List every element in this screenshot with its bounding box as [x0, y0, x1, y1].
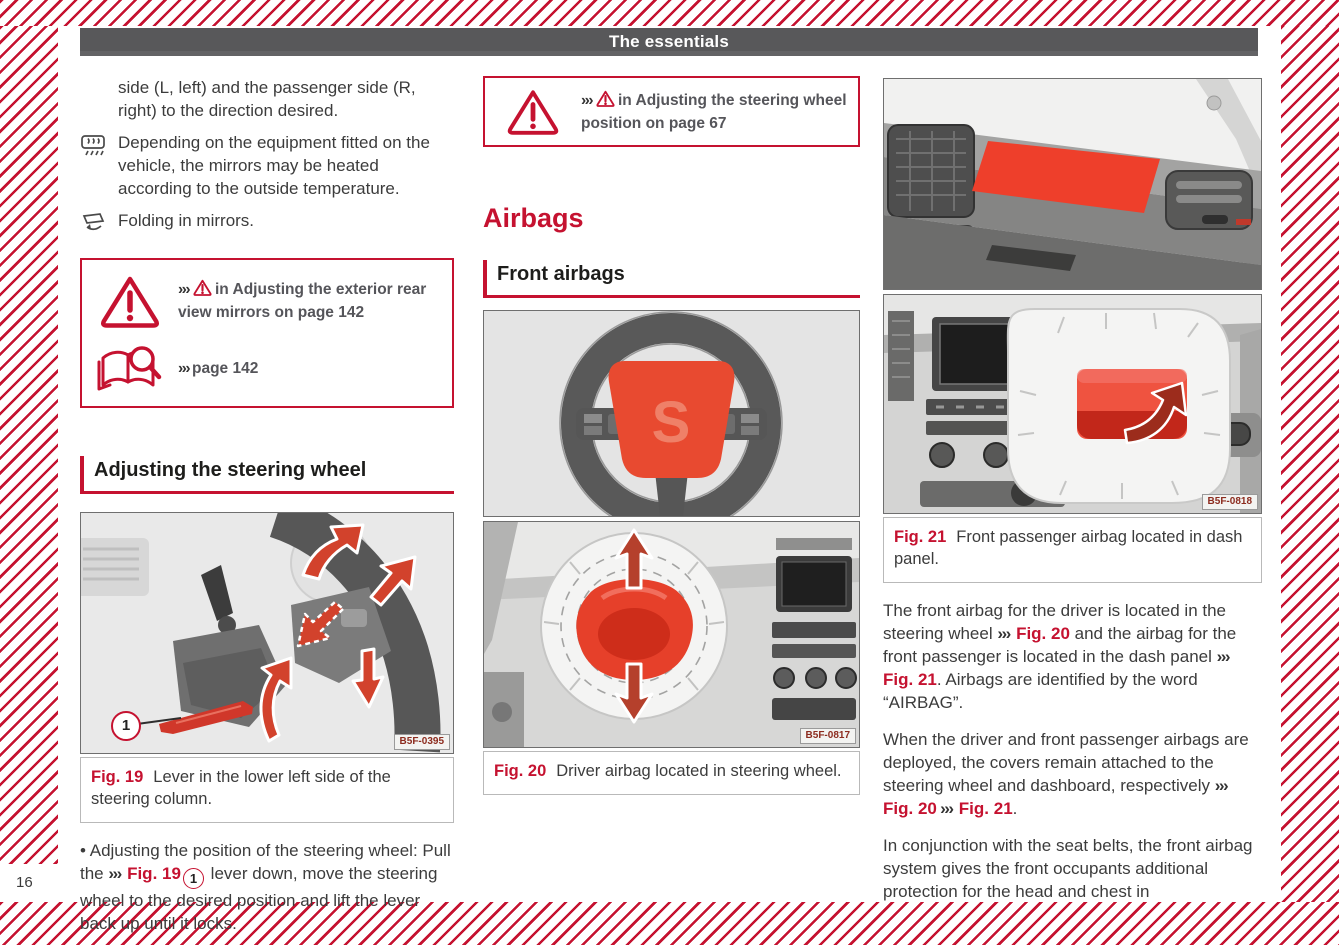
driver-airbag-deployed-illustration	[484, 522, 859, 747]
driver-airbag-location-illustration	[484, 311, 859, 516]
note-text: ››› in Adjusting the steering wheel position on page 67	[581, 91, 847, 132]
section-heading: Front airbags	[483, 260, 860, 298]
book-magnifier-icon	[82, 344, 178, 392]
figure-19-callout: 1	[111, 711, 141, 741]
column-left	[80, 76, 454, 935]
figure-19-image	[80, 512, 454, 754]
striped-border-right	[1281, 26, 1339, 902]
figure-20-code: B5F-0817	[800, 728, 856, 744]
list-item	[80, 209, 454, 238]
figure-20-image-top	[483, 310, 860, 517]
warning-triangle-icon	[82, 274, 178, 328]
column-right	[883, 76, 1262, 903]
chapter-heading: Airbags	[483, 203, 584, 233]
column-middle	[483, 76, 860, 795]
figure-20-image-bottom	[483, 521, 860, 748]
striped-border-left	[0, 26, 58, 864]
callout-1: 1	[183, 868, 204, 889]
figure-21-code: B5F-0818	[1202, 494, 1258, 510]
figure-19-caption: Fig. 19 Lever in the lower left side of the steering column.	[80, 757, 454, 823]
figure-21	[883, 78, 1262, 583]
passenger-airbag-deployed-illustration	[884, 295, 1261, 513]
svg-text:S: S	[651, 390, 691, 455]
paragraph: When the driver and front passenger airbags are deployed, the covers remain attached to the steering wheel and dashboard, respectively ››› Fig. 20 ››› Fig. 21.	[883, 730, 1249, 818]
figure-20-caption: Fig. 20 Driver airbag located in steering wheel.	[483, 751, 860, 795]
figure-19	[80, 512, 454, 823]
figure-21-image-bottom	[883, 294, 1262, 514]
folding-mirror-icon	[80, 209, 118, 238]
note-box	[80, 258, 454, 408]
striped-border-top	[0, 0, 1339, 26]
warning-triangle-small-icon	[596, 94, 615, 111]
note-row-warning	[485, 88, 850, 135]
note-row-reference	[82, 344, 442, 392]
note-text: ››› page 142	[178, 359, 259, 377]
figure-20	[483, 310, 860, 795]
note-row-warning	[82, 274, 442, 328]
heated-mirror-icon	[80, 131, 118, 200]
warning-triangle-icon	[485, 88, 581, 135]
paragraph: The front airbag for the driver is located in the steering wheel ››› Fig. 20 and the airbag for the front passenger is located in the dash panel ››› Fig. 21. Airbags are identified by the word “AIRBAG”.	[883, 601, 1237, 712]
figure-19-label: Fig. 19	[91, 768, 144, 786]
passenger-airbag-location-illustration	[884, 79, 1261, 289]
paragraph: In conjunction with the seat belts, the front airbag system gives the front occupants additional protection for the head and chest in	[883, 836, 1253, 901]
figure-20-label: Fig. 20	[494, 762, 547, 780]
list-item-text: Depending on the equipment fitted on the vehicle, the mirrors may be heated according to the outside temperature.	[118, 133, 430, 198]
intro-paragraph: side (L, left) and the passenger side (R, right) to the direction desired.	[118, 78, 416, 120]
list-item	[80, 131, 454, 200]
warning-triangle-small-icon	[193, 283, 212, 300]
note-box	[483, 76, 860, 147]
header-title: The essentials	[609, 32, 729, 51]
figure-21-label: Fig. 21	[894, 528, 947, 546]
figure-21-image-top	[883, 78, 1262, 290]
list-item-text: Folding in mirrors.	[118, 211, 255, 230]
figure-19-code: B5F-0395	[394, 734, 450, 750]
note-text: ››› in Adjusting the exterior rear view mirrors on page 142	[178, 281, 427, 321]
figure-21-caption: Fig. 21 Front passenger airbag located in dash panel.	[883, 517, 1262, 583]
bullet-paragraph: • Adjusting the position of the steering wheel: Pull the ››› Fig. 19 1 lever down, move the steering wheel to the desired position and lift the lever back up until it locks.	[80, 841, 451, 933]
page-number: 16	[16, 874, 33, 891]
section-heading: Adjusting the steering wheel	[80, 456, 454, 494]
header-bar	[80, 28, 1258, 56]
